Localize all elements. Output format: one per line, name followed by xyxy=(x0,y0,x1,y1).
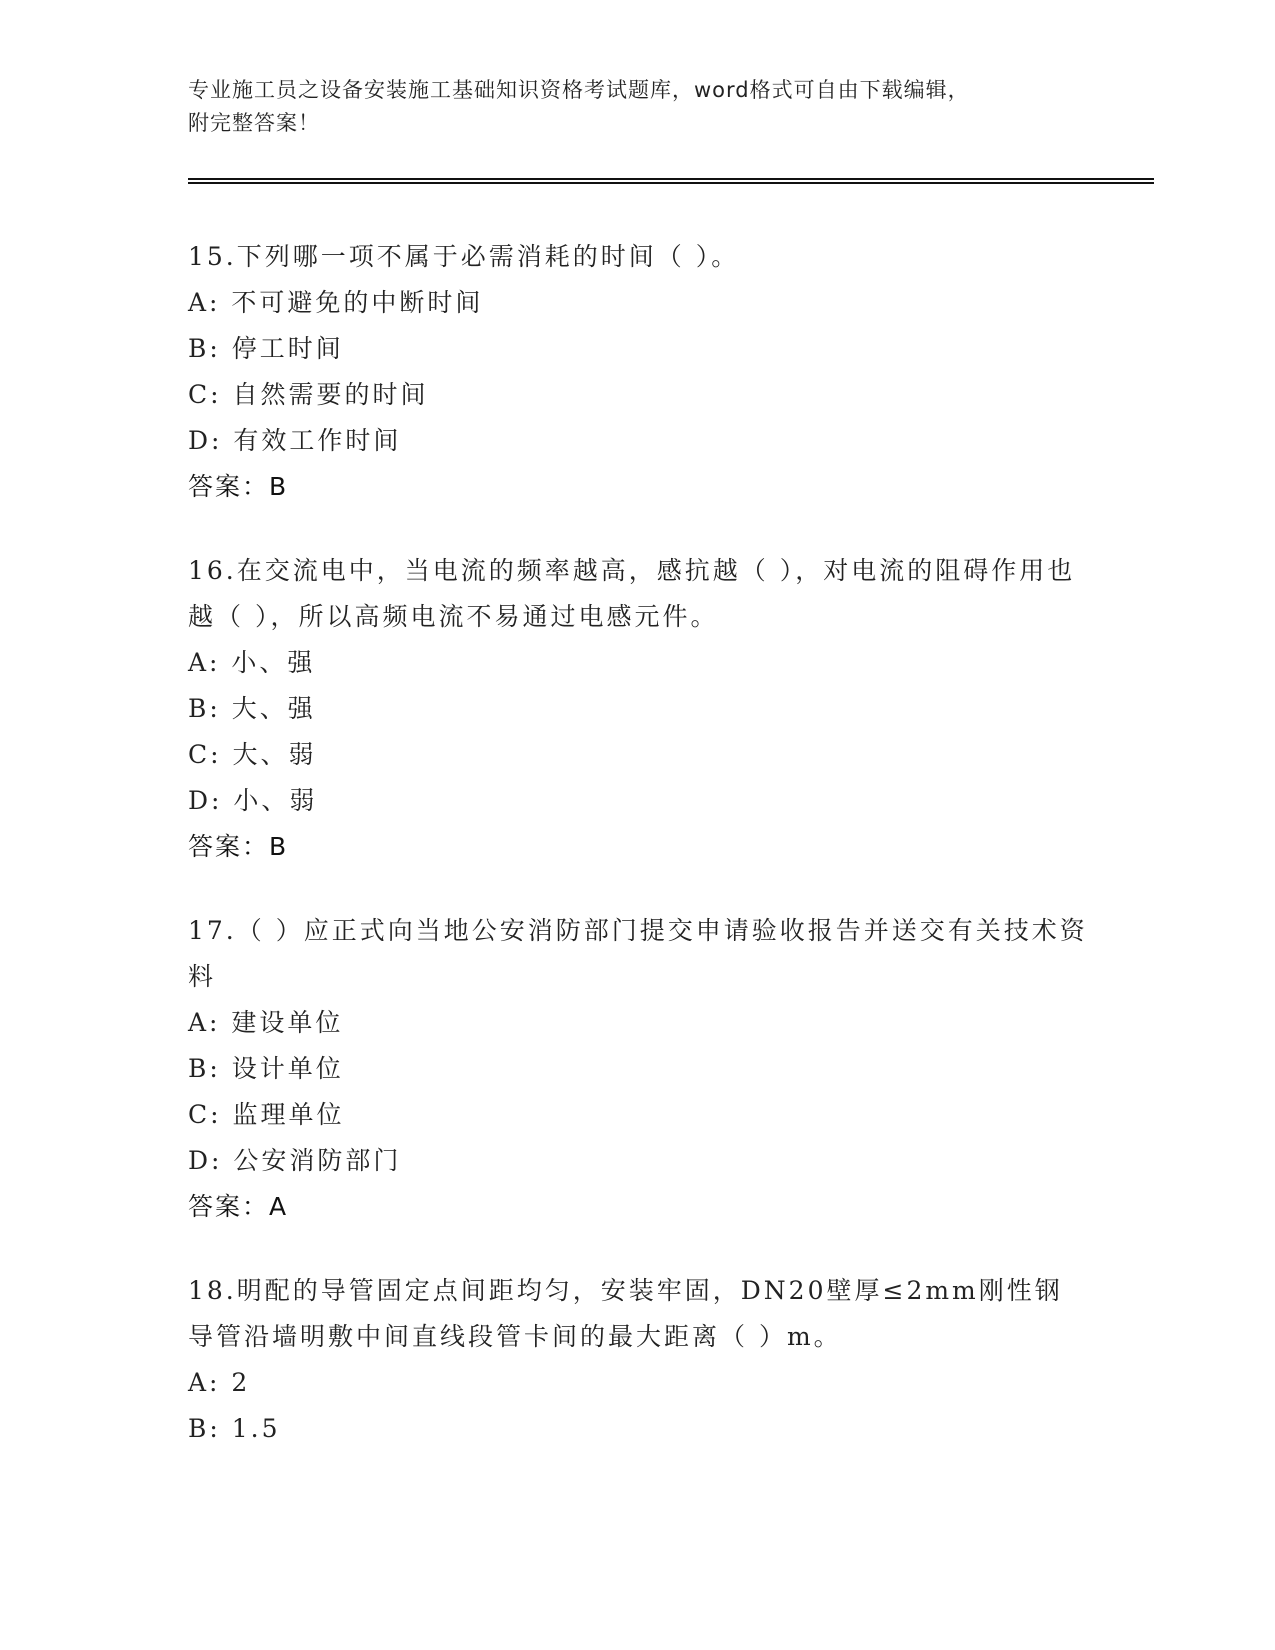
answer: 答案：B xyxy=(188,832,289,861)
answer: 答案：B xyxy=(188,472,289,501)
option-b: B: 设计单位 xyxy=(188,1054,344,1083)
option-d: D: 公安消防部门 xyxy=(188,1146,402,1175)
option-a: A: 小、强 xyxy=(188,648,316,677)
header-line-1: 专业施工员之设备安装施工基础知识资格考试题库，word格式可自由下载编辑， xyxy=(188,78,970,102)
option-b: B: 停工时间 xyxy=(188,334,344,363)
question-18 xyxy=(188,1268,1088,1452)
option-b: B: 1.5 xyxy=(188,1414,281,1443)
option-a: A: 不可避免的中断时间 xyxy=(188,288,484,317)
option-c: C: 监理单位 xyxy=(188,1100,345,1129)
document-header xyxy=(188,74,1068,140)
option-a: A: 建设单位 xyxy=(188,1008,344,1037)
option-d: D: 有效工作时间 xyxy=(188,426,402,455)
question-15 xyxy=(188,234,1088,510)
header-divider xyxy=(188,178,1154,184)
question-stem: 18.明配的导管固定点间距均匀，安装牢固，DN20壁厚≤2mm刚性钢导管沿墙明敷中间直线段管卡间的最大距离（ ）m。 xyxy=(188,1276,1063,1351)
option-a: A: 2 xyxy=(188,1368,251,1397)
question-stem: 17.（ ）应正式向当地公安消防部门提交申请验收报告并送交有关技术资料 xyxy=(188,916,1088,991)
option-b: B: 大、强 xyxy=(188,694,316,723)
option-d: D: 小、弱 xyxy=(188,786,318,815)
question-stem: 15.下列哪一项不属于必需消耗的时间（ ）。 xyxy=(188,242,740,271)
question-16 xyxy=(188,548,1088,870)
option-c: C: 大、弱 xyxy=(188,740,317,769)
header-line-2: 附完整答案！ xyxy=(188,111,320,135)
question-list xyxy=(188,234,1088,1490)
option-c: C: 自然需要的时间 xyxy=(188,380,429,409)
question-17 xyxy=(188,908,1088,1230)
question-stem: 16.在交流电中，当电流的频率越高，感抗越（ ），对电流的阻碍作用也越（ ），所以高频电流不易通过电感元件。 xyxy=(188,556,1076,631)
answer: 答案：A xyxy=(188,1192,289,1221)
